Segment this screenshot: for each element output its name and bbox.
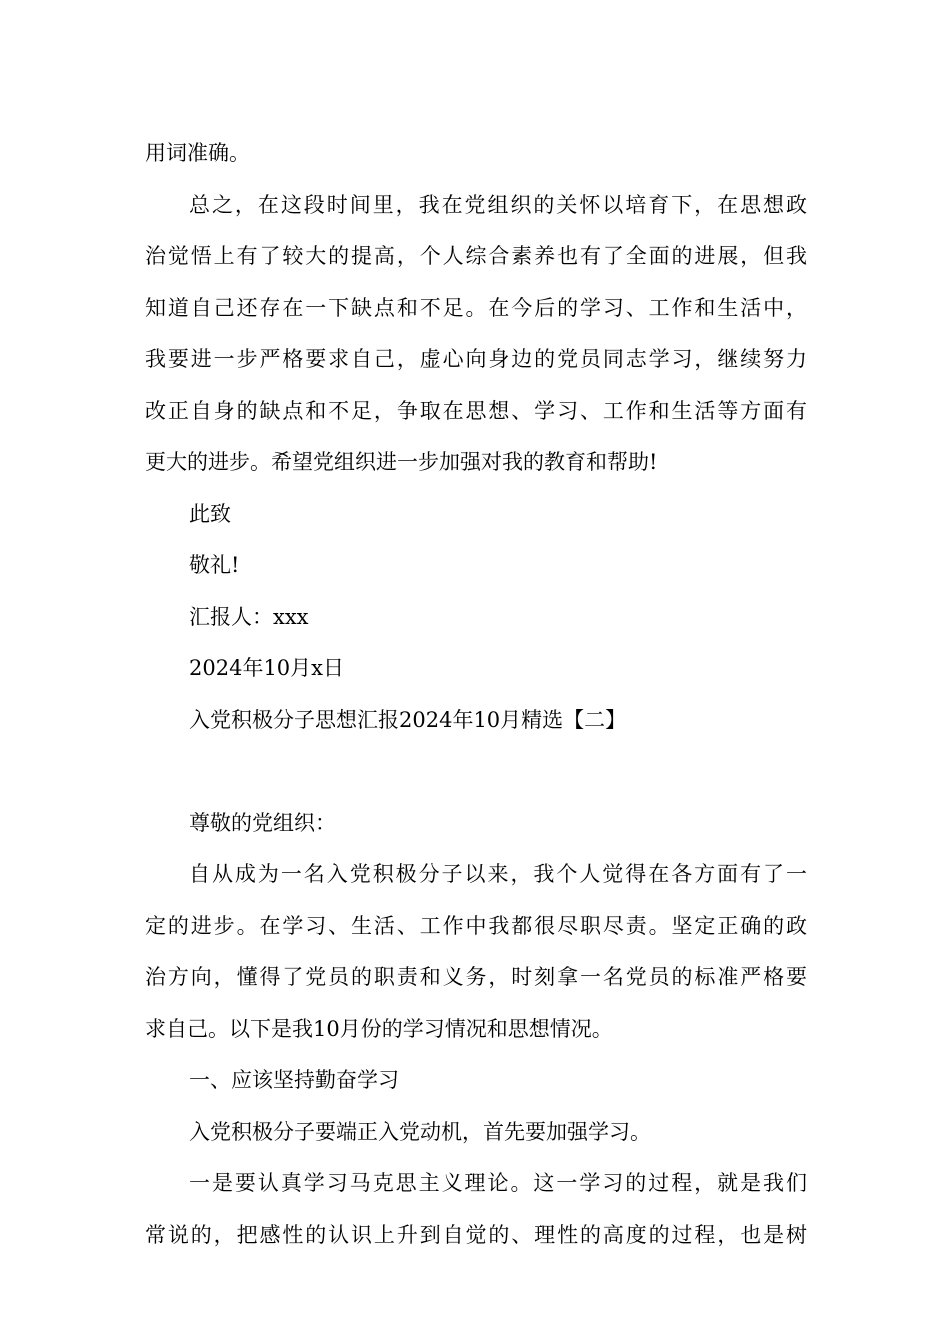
paragraph-line: 常说的，把感性的认识上升到自觉的、理性的高度的过程，也是树 [145, 1222, 807, 1247]
section-title: 入党积极分子思想汇报2024年10月精选【二】 [189, 707, 627, 732]
paragraph-line: 定的进步。在学习、生活、工作中我都很尽职尽责。坚定正确的政 [145, 913, 807, 938]
paragraph-line: 自从成为一名入党积极分子以来，我个人觉得在各方面有了一 [189, 862, 807, 886]
greeting: 尊敬的党组织： [189, 810, 336, 835]
paragraph-line: 总之，在这段时间里，我在党组织的关怀以培育下，在思想政 [189, 192, 807, 217]
closing-salute: 敬礼! [189, 553, 240, 577]
reporter-name: 汇报人：xxx [189, 604, 309, 629]
paragraph-line: 入党积极分子要端正入党动机，首先要加强学习。 [189, 1119, 651, 1144]
section-heading: 一、应该坚持勤奋学习 [189, 1068, 399, 1092]
report-date: 2024年10月x日 [189, 656, 345, 680]
paragraph-line: 求自己。以下是我10月份的学习情况和思想情况。 [145, 1016, 613, 1041]
paragraph-line: 我要进一步严格要求自己，虚心向身边的党员同志学习，继续努力 [145, 347, 807, 371]
paragraph-line: 治方向，懂得了党员的职责和义务，时刻拿一名党员的标准严格要 [145, 965, 807, 989]
paragraph-line: 更大的进步。希望党组织进一步加强对我的教育和帮助! [145, 450, 658, 474]
paragraph-line: 改正自身的缺点和不足，争取在思想、学习、工作和生活等方面有 [145, 398, 807, 423]
paragraph-line: 一是要认真学习马克思主义理论。这一学习的过程，就是我们 [189, 1171, 807, 1195]
document-page [145, 128, 807, 1261]
paragraph-line: 治觉悟上有了较大的提高，个人综合素养也有了全面的进展，但我 [145, 244, 807, 268]
paragraph-line: 知道自己还存在一下缺点和不足。在今后的学习、工作和生活中， [145, 295, 807, 320]
blank-line [145, 746, 807, 798]
closing-salute: 此致 [189, 501, 231, 526]
paragraph-line: 用词准确。 [145, 141, 250, 165]
